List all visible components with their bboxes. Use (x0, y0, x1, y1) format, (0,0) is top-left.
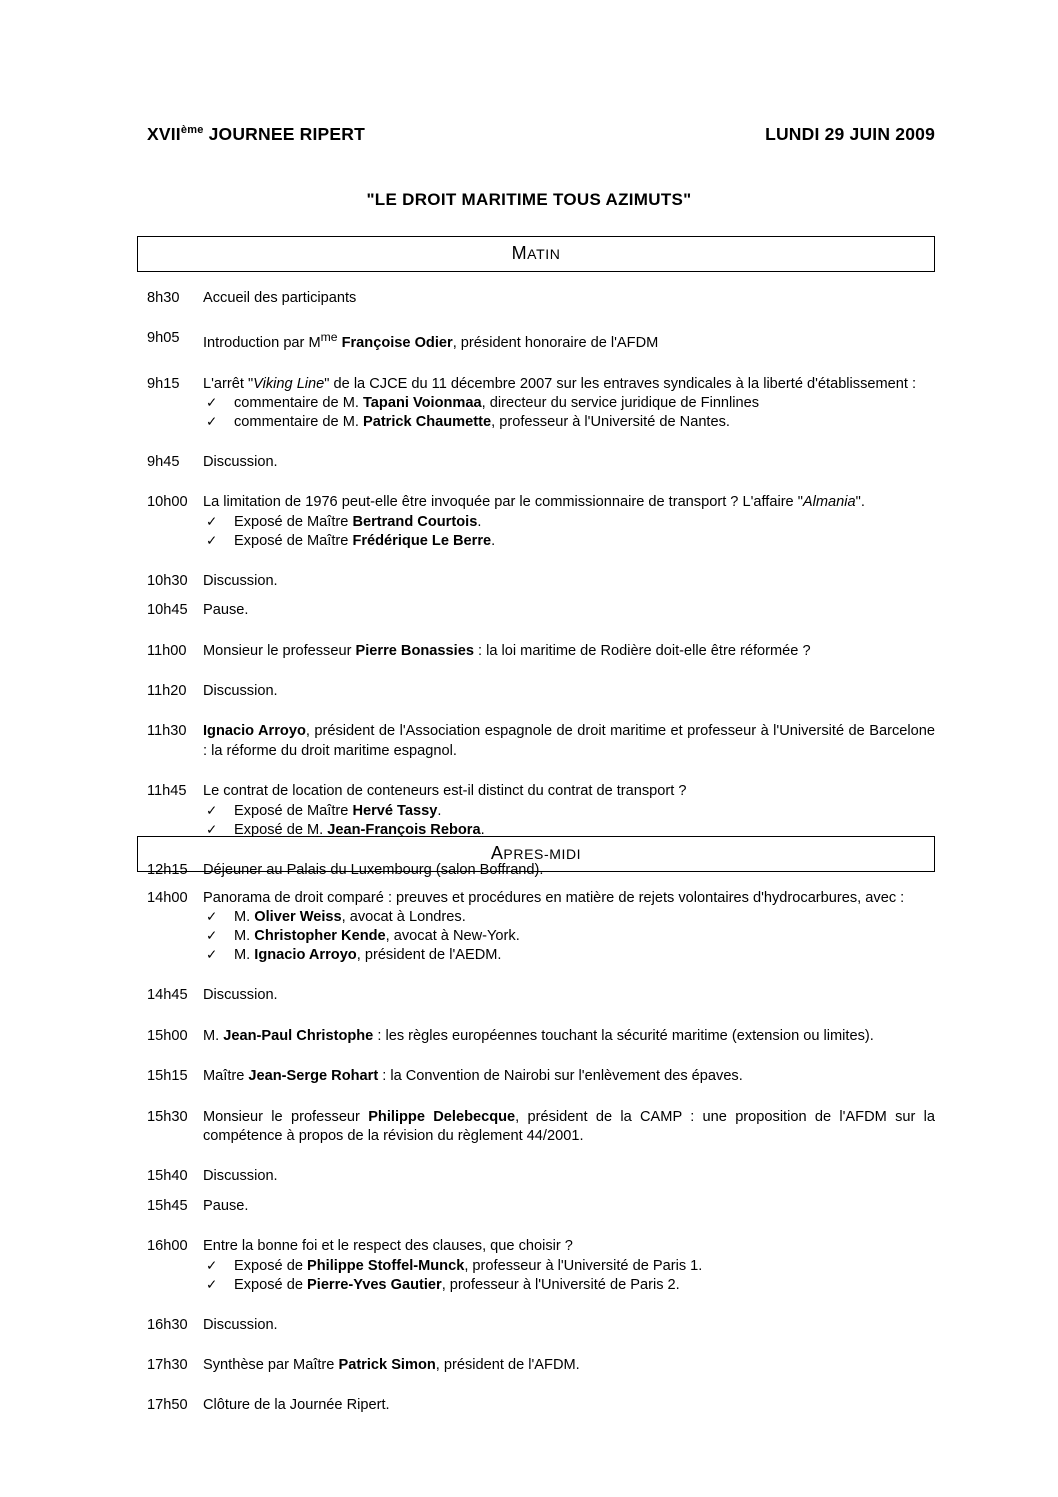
section-banner-apres-midi-rest: PRES-MIDI (503, 846, 582, 862)
entry-body (196, 1067, 935, 1086)
entry-text-lead: La limitation de 1976 peut-elle être invoquée par le commissionnaire de transport ? L'affaire " (203, 494, 803, 511)
entry-body (196, 722, 935, 761)
entry-spacer (137, 551, 935, 572)
entry-body (196, 1316, 935, 1335)
entry-time: 9h15 (147, 375, 180, 392)
section-banner-apres-midi (137, 836, 935, 872)
entry-body (196, 1108, 935, 1147)
entry-body (196, 889, 935, 965)
schedule-entry (137, 682, 935, 701)
check-icon: ✓ (206, 821, 218, 837)
list-item (203, 413, 935, 432)
entry-text (203, 493, 935, 512)
entry-body (196, 1237, 935, 1294)
entry-text (203, 986, 935, 1005)
entry-text (203, 453, 935, 472)
entry-spacer (137, 701, 935, 722)
bullet-text-lead: commentaire de M. (234, 414, 363, 431)
entry-time: 8h30 (147, 290, 180, 306)
entry-spacer (137, 761, 935, 782)
list-item (203, 1257, 935, 1276)
entry-spacer (137, 1187, 935, 1197)
schedule-entry (137, 1197, 935, 1216)
bullet-speaker-name: Philippe Stoffel-Munck (307, 1257, 465, 1274)
entry-text (203, 289, 935, 308)
list-item (203, 1276, 935, 1295)
check-icon: ✓ (206, 1257, 218, 1273)
entry-time: 10h00 (147, 494, 188, 511)
check-icon: ✓ (206, 414, 218, 430)
list-item (203, 394, 935, 413)
schedule-entry (137, 986, 935, 1005)
entry-bullet-list (203, 802, 935, 840)
schedule-entry (137, 642, 935, 661)
section-banner-apres-midi-initial: A (490, 843, 504, 863)
entry-spacer (137, 1146, 935, 1167)
entry-body (196, 1027, 935, 1046)
entry-spacer (137, 1087, 935, 1108)
entry-text (203, 1197, 935, 1216)
entry-case-name: Viking Line (253, 375, 325, 392)
entry-time: 16h30 (147, 1316, 188, 1333)
entry-time: 12h15 (147, 861, 188, 878)
entry-time: 9h45 (147, 454, 180, 471)
entry-text-tail: , président honoraire de l'AFDM (452, 335, 659, 352)
bullet-speaker-name: Oliver Weiss (254, 909, 342, 926)
bullet-text-lead: Exposé de Maître (234, 532, 353, 549)
entry-text (203, 601, 935, 620)
entry-text-tail: " de la CJCE du 11 décembre 2007 sur les entraves syndicales à la liberté d'établissement : (324, 375, 917, 392)
entry-time: 17h30 (147, 1356, 188, 1373)
bullet-speaker-name: Jean-François Rebora (327, 821, 481, 838)
entry-time: 11h00 (147, 642, 187, 659)
entry-time: 11h45 (147, 783, 187, 800)
list-item (203, 802, 935, 821)
entry-spacer (137, 472, 935, 493)
entry-highlight-name: Françoise Odier (341, 335, 453, 352)
entry-spacer (137, 1335, 935, 1356)
entry-text (203, 1237, 935, 1256)
entry-spacer (137, 1216, 935, 1237)
entry-text-full: Discussion. (203, 987, 278, 1004)
check-icon: ✓ (206, 909, 218, 925)
entry-spacer (137, 1046, 935, 1067)
entry-spacer (137, 661, 935, 682)
entry-body (196, 986, 935, 1005)
bullet-text-tail: , directeur du service juridique de Finnlines (481, 395, 760, 412)
entry-highlight-name: Philippe Delebecque (368, 1108, 516, 1125)
check-icon: ✓ (206, 802, 218, 818)
check-icon: ✓ (206, 928, 218, 944)
entry-time: 11h30 (147, 723, 187, 740)
entry-time: 14h00 (147, 890, 188, 906)
entry-bullet-list (203, 513, 935, 551)
bullet-text-tail: . (480, 821, 485, 838)
bullet-speaker-name: Patrick Chaumette (362, 414, 492, 431)
bullet-speaker-name: Bertrand Courtois (352, 513, 478, 530)
entry-highlight-name: Ignacio Arroyo (203, 723, 306, 740)
list-item (203, 908, 935, 927)
schedule-entry (137, 375, 935, 432)
check-icon: ✓ (206, 947, 218, 963)
entry-text-full: Discussion. (203, 1168, 278, 1185)
page-title: "LE DROIT MARITIME TOUS AZIMUTS" (366, 190, 692, 209)
event-title-numeral: XVII (147, 124, 181, 144)
entry-body (196, 375, 935, 432)
schedule-entry (137, 453, 935, 472)
entry-time: 15h15 (147, 1068, 188, 1085)
entry-body (196, 782, 935, 839)
document-header (147, 124, 935, 145)
check-icon: ✓ (206, 1276, 218, 1292)
entry-bullet-list (203, 1257, 935, 1295)
list-item (203, 946, 935, 965)
entry-text-full: Discussion. (203, 572, 278, 589)
entry-text (203, 572, 935, 591)
entry-time: 9h05 (147, 330, 180, 347)
bullet-text-lead: Exposé de M. (234, 821, 328, 838)
check-icon: ✓ (206, 513, 218, 529)
schedule-entry (137, 1027, 935, 1046)
entry-text-full: Accueil des participants (203, 290, 357, 306)
section-banner-matin-initial: M (511, 243, 528, 263)
schedule-entry (137, 1396, 935, 1415)
entry-text-tail: ". (855, 494, 865, 511)
list-item (203, 532, 935, 551)
entry-highlight-name: Jean-Serge Rohart (248, 1068, 379, 1085)
event-title-ordinal-suffix: ème (180, 124, 204, 137)
entry-text-full: Pause. (203, 1197, 249, 1214)
bullet-text-lead: Exposé de Maître (234, 802, 353, 819)
entry-time: 15h00 (147, 1027, 188, 1044)
entry-text-tail: : la Convention de Nairobi sur l'enlèvement des épaves. (378, 1068, 743, 1085)
entry-text (203, 1316, 935, 1335)
entry-time: 10h30 (147, 572, 188, 589)
schedule-entry (137, 289, 935, 308)
schedule-entry (137, 782, 935, 839)
entry-text (203, 1167, 935, 1186)
entry-text (203, 722, 935, 761)
entry-body (196, 1197, 935, 1216)
entry-text-lead: M. (203, 1027, 224, 1044)
bullet-text-tail: . (437, 802, 442, 819)
entry-text-full: Déjeuner au Palais du Luxembourg (salon Boffrand). (203, 861, 544, 878)
schedule-entry (137, 1356, 935, 1375)
event-title (147, 124, 365, 145)
entry-text (203, 1027, 935, 1046)
bullet-speaker-name: Hervé Tassy (352, 802, 438, 819)
entry-text (203, 1067, 935, 1086)
entry-time: 14h45 (147, 987, 188, 1004)
entry-bullet-list (203, 908, 935, 965)
entry-spacer (137, 591, 935, 601)
entry-body (196, 1396, 935, 1415)
entry-text-tail: , président de l'Association espagnole de droit maritime et professeur à l'Université de Barcelone : la réforme du droit maritime espagnol. (203, 723, 935, 759)
bullet-speaker-name: Tapani Voionmaa (362, 395, 482, 412)
entry-spacer (137, 1416, 935, 1437)
entry-spacer (137, 354, 935, 375)
entry-text-full: Discussion. (203, 1316, 278, 1333)
schedule-entry (137, 601, 935, 620)
schedule-entry (137, 493, 935, 550)
entry-text (203, 642, 935, 661)
bullet-text-lead: M. (234, 947, 255, 964)
bullet-text-tail: . (491, 532, 496, 549)
entry-body (196, 1356, 935, 1375)
afternoon-schedule (137, 836, 935, 1437)
entry-spacer (137, 308, 935, 329)
schedule-entry (137, 1316, 935, 1335)
entry-spacer (137, 621, 935, 642)
entry-spacer (137, 1295, 935, 1316)
entry-text-lead: Synthèse par Maître (203, 1356, 339, 1373)
schedule-entry (137, 329, 935, 353)
entry-text-full: Pause. (203, 602, 249, 619)
entry-text-tail: : les règles européennes touchant la sécurité maritime (extension ou limites). (373, 1027, 874, 1044)
section-banner-matin-rest: ATIN (527, 246, 561, 262)
entry-text (203, 1356, 935, 1375)
bullet-text-tail: , président de l'AEDM. (356, 947, 502, 964)
entry-body (196, 682, 935, 701)
entry-body (196, 329, 935, 353)
bullet-speaker-name: Pierre-Yves Gautier (307, 1276, 442, 1293)
entry-spacer (137, 1006, 935, 1027)
bullet-text-tail: , professeur à l'Université de Paris 1. (464, 1257, 703, 1274)
entry-time: 15h30 (147, 1108, 188, 1125)
schedule-entry (137, 572, 935, 591)
bullet-text-tail: , professeur à l'Université de Paris 2. (441, 1276, 680, 1293)
bullet-text-tail: , avocat à New-York. (385, 928, 520, 945)
entry-text-lead: Maître (203, 1068, 249, 1085)
bullet-text-tail: , avocat à Londres. (341, 909, 466, 926)
entry-text-full: Discussion. (203, 682, 278, 699)
list-item (203, 513, 935, 532)
entry-text-full: Le contrat de location de conteneurs est-il distinct du contrat de transport ? (203, 783, 687, 800)
entry-text (203, 329, 935, 353)
entry-text (203, 375, 935, 394)
entry-spacer (137, 965, 935, 986)
entry-body (196, 493, 935, 550)
bullet-text-lead: Exposé de Maître (234, 513, 353, 530)
entry-time: 10h45 (147, 602, 188, 619)
entry-text-full: Panorama de droit comparé : preuves et procédures en matière de rejets volontaires d'hydrocarbures, avec : (203, 890, 905, 906)
bullet-text-lead: Exposé de (234, 1257, 308, 1274)
section-banner-matin (137, 236, 935, 272)
entry-time: 15h45 (147, 1197, 188, 1214)
entry-time: 15h40 (147, 1168, 188, 1185)
entry-highlight-name: Patrick Simon (338, 1356, 436, 1373)
entry-text (203, 889, 935, 908)
entry-text (203, 1396, 935, 1415)
honorific-superscript: me (320, 330, 338, 345)
entry-text-tail: , président de l'AFDM. (435, 1356, 580, 1373)
entry-text-full: Discussion. (203, 454, 278, 471)
bullet-text-tail: . (477, 513, 482, 530)
schedule-entry (137, 1167, 935, 1186)
bullet-speaker-name: Frédérique Le Berre (352, 532, 492, 549)
entry-time: 17h50 (147, 1397, 188, 1414)
bullet-text-lead: commentaire de M. (234, 395, 363, 412)
schedule-entry (137, 1237, 935, 1294)
bullet-text-lead: M. (234, 909, 255, 926)
entry-text-lead: Monsieur le professeur (203, 1108, 369, 1125)
entry-text-lead: L'arrêt " (203, 375, 254, 392)
check-icon: ✓ (206, 532, 218, 548)
event-date: LUNDI 29 JUIN 2009 (765, 124, 935, 144)
bullet-text-tail: , professeur à l'Université de Nantes. (491, 414, 730, 431)
bullet-speaker-name: Christopher Kende (254, 928, 386, 945)
entry-body (196, 453, 935, 472)
schedule-entry (137, 1067, 935, 1086)
entry-text-tail: , président de la CAMP : une proposition de l'AFDM sur la compétence à propos de la révision du règlement 44/2001. (203, 1108, 935, 1144)
event-title-name: JOURNEE RIPERT (203, 124, 366, 144)
entry-text-full: Entre la bonne foi et le respect des clauses, que choisir ? (203, 1238, 573, 1255)
schedule-entry (137, 1108, 935, 1147)
entry-text (203, 682, 935, 701)
entry-body (196, 642, 935, 661)
entry-time: 11h20 (147, 682, 187, 699)
entry-spacer (137, 1375, 935, 1396)
check-icon: ✓ (206, 395, 218, 411)
entry-text-full: Clôture de la Journée Ripert. (203, 1397, 390, 1414)
entry-text (203, 1108, 935, 1147)
entry-case-name: Almania (802, 494, 856, 511)
morning-schedule (137, 236, 935, 901)
bullet-text-lead: Exposé de (234, 1276, 308, 1293)
entry-body (196, 601, 935, 620)
entry-highlight-name: Jean-Paul Christophe (223, 1027, 374, 1044)
schedule-entry (137, 722, 935, 761)
entry-body (196, 572, 935, 591)
entry-bullet-list (203, 394, 935, 432)
entry-text-lead: Monsieur le professeur (203, 642, 356, 659)
entry-body (196, 1167, 935, 1186)
entry-text-lead: Introduction par M (203, 335, 321, 352)
schedule-entry (137, 889, 935, 965)
entry-body (196, 289, 935, 308)
bullet-speaker-name: Ignacio Arroyo (254, 947, 357, 964)
entry-highlight-name: Pierre Bonassies (355, 642, 474, 659)
entry-spacer (137, 432, 935, 453)
list-item (203, 927, 935, 946)
entry-text-tail: : la loi maritime de Rodière doit-elle être réformée ? (473, 642, 811, 659)
bullet-text-lead: M. (234, 928, 255, 945)
entry-time: 16h00 (147, 1238, 188, 1255)
entry-text (203, 782, 935, 801)
